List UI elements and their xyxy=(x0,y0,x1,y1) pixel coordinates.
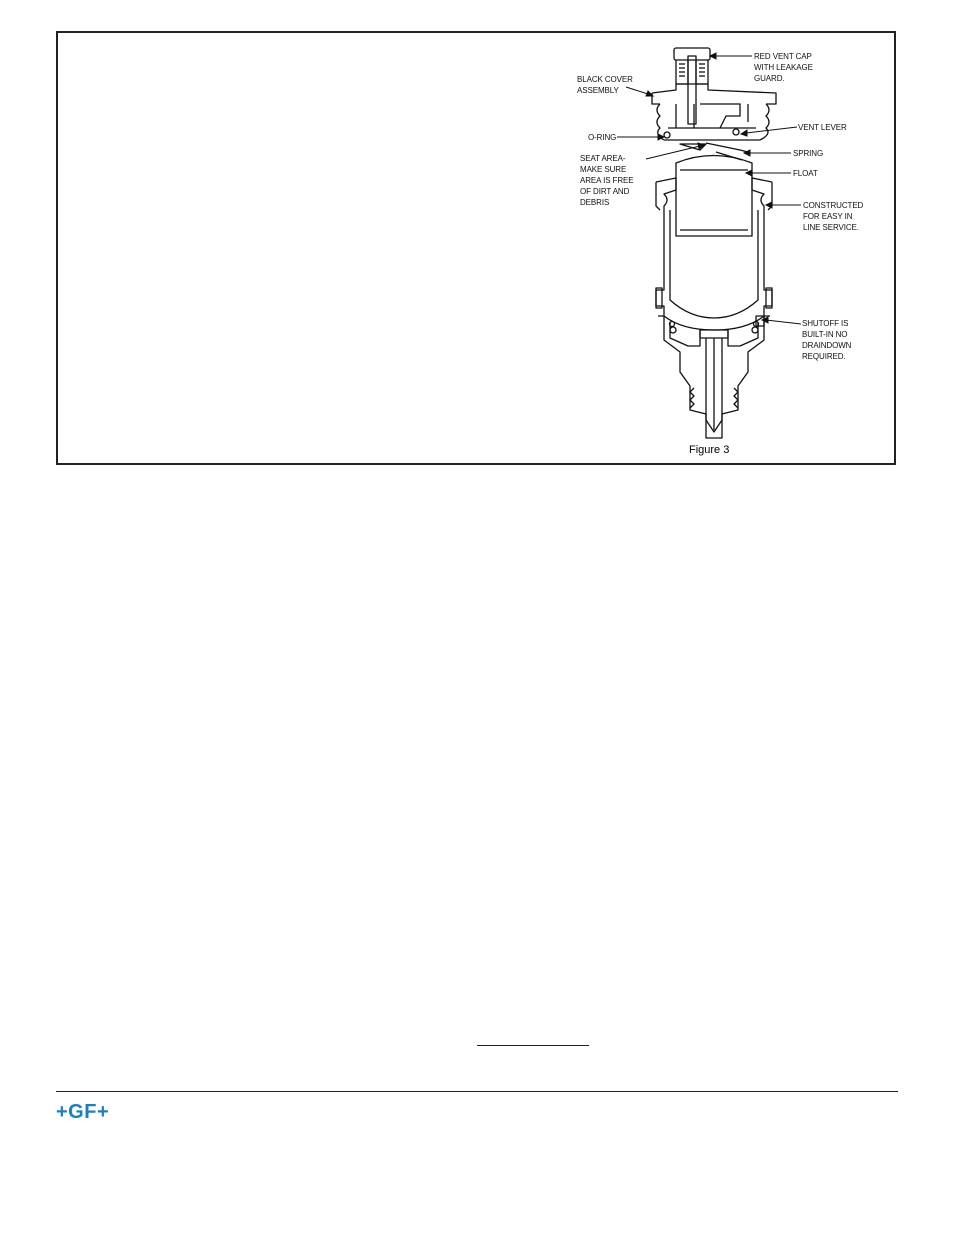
float-shape xyxy=(676,156,752,237)
gf-logo: +GF+ xyxy=(56,1101,110,1123)
fitting-shape xyxy=(658,316,770,438)
label-shutoff: SHUTOFF IS BUILT-IN NO DRAINDOWN REQUIRED. xyxy=(802,319,852,361)
label-red-vent-cap: RED VENT CAP WITH LEAKAGE GUARD. xyxy=(754,52,813,83)
lever-shape xyxy=(706,143,748,152)
figure-caption: Figure 3 xyxy=(689,444,730,456)
label-vent-lever: VENT LEVER xyxy=(798,123,847,132)
label-black-cover: BLACK COVER ASSEMBLY xyxy=(577,75,633,95)
body-shape xyxy=(656,178,772,330)
label-seat-area: SEAT AREA- MAKE SURE AREA IS FREE OF DIRT AND DEBRIS xyxy=(580,154,634,207)
footer-divider xyxy=(56,1091,898,1092)
vent-cap-shape xyxy=(674,48,710,124)
label-spring: SPRING xyxy=(793,149,824,158)
signature-rule xyxy=(477,1045,589,1046)
label-constructed: CONSTRUCTED FOR EASY IN LINE SERVICE. xyxy=(803,201,864,232)
label-o-ring: O-RING xyxy=(588,133,617,142)
label-float: FLOAT xyxy=(793,169,818,178)
